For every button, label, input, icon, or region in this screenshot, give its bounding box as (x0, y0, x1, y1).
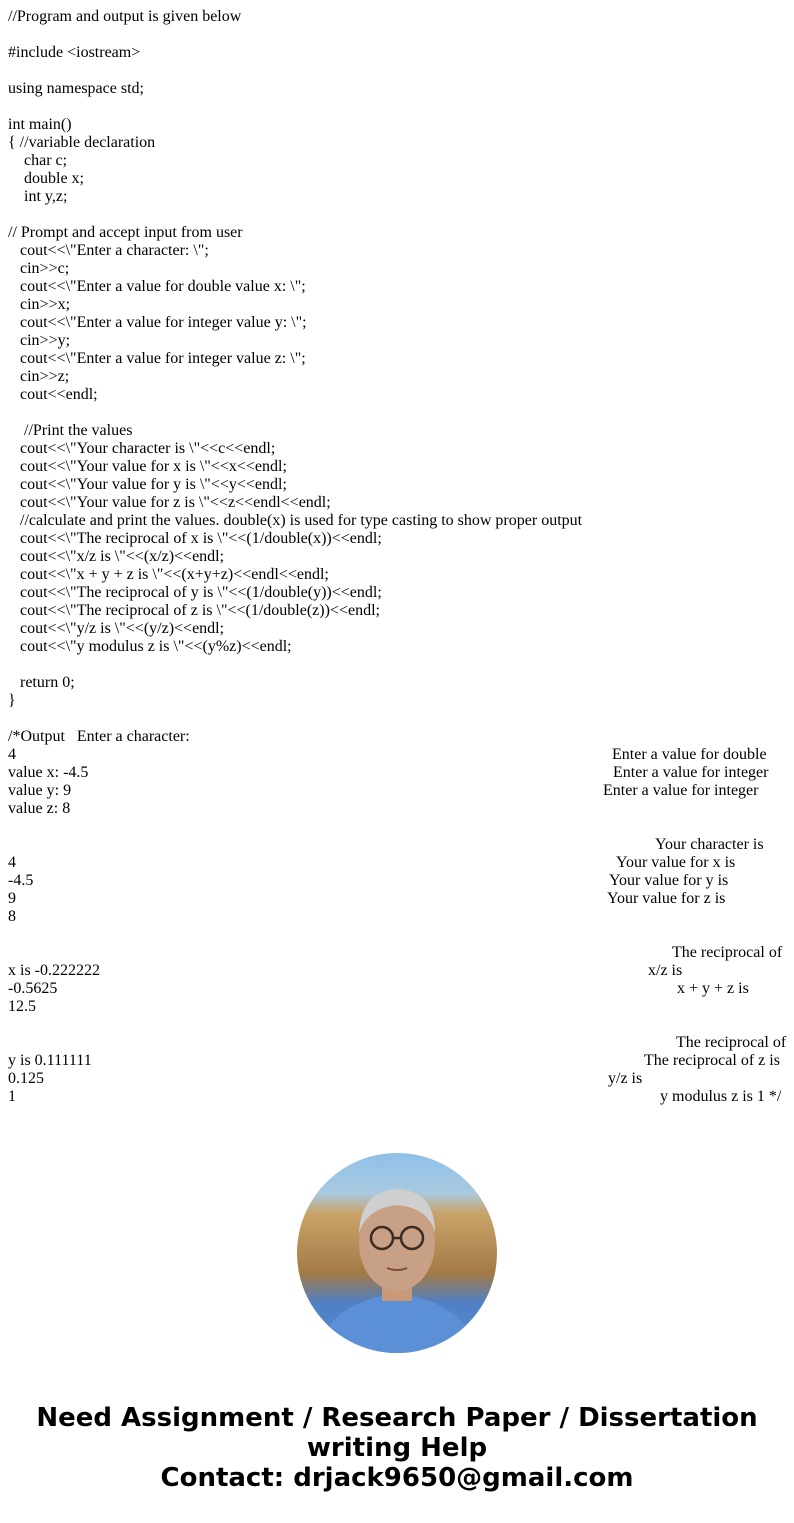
code-line (8, 98, 794, 116)
code-line (8, 710, 794, 728)
code-line: } (8, 692, 16, 709)
output-left-text: value y: 9 (8, 782, 72, 799)
output-right-text: x/z is (648, 962, 683, 979)
code-line: int main() (8, 116, 72, 133)
output-right-text: Enter a value for double (612, 746, 767, 763)
output-row (8, 818, 794, 836)
output-right-text: Your value for x is (616, 854, 736, 871)
output-left-text: 9 (8, 890, 16, 907)
code-line: cin>>x; (8, 296, 71, 313)
output-left-text: -0.5625 (8, 980, 58, 997)
output-row (8, 1016, 794, 1034)
output-right-text: Your value for y is (609, 872, 729, 889)
code-line: cout<<\"Your character is \"<<c<<endl; (8, 440, 276, 457)
code-line: cin>>y; (8, 332, 71, 349)
code-line: // Prompt and accept input from user (8, 224, 243, 241)
output-left-text: 8 (8, 908, 16, 925)
code-line: int y,z; (8, 188, 68, 205)
code-line: cout<<\"The reciprocal of z is \"<<(1/double(z))<<endl; (8, 602, 380, 619)
output-left-text: 4 (8, 854, 16, 871)
code-line: { //variable declaration (8, 134, 156, 151)
code-line: //Print the values (8, 422, 133, 439)
output-row (8, 728, 794, 746)
code-line: double x; (8, 170, 84, 187)
output-left-text: -4.5 (8, 872, 34, 889)
output-row (8, 782, 794, 800)
code-line: cout<<\"Enter a value for integer value z: \"; (8, 350, 306, 367)
code-line: cout<<\"Your value for y is \"<<y<<endl; (8, 476, 287, 493)
output-right-text: x + y + z is (677, 980, 749, 997)
code-line: cout<<\"y modulus z is \"<<(y%z)<<endl; (8, 638, 292, 655)
output-right-text: Your character is (655, 836, 764, 853)
output-right-text: The reciprocal of (672, 944, 783, 961)
output-row (8, 800, 794, 818)
code-line: return 0; (8, 674, 75, 691)
output-left-text: value z: 8 (8, 800, 71, 817)
code-line: using namespace std; (8, 80, 144, 97)
code-line: //calculate and print the values. double(x) is used for type casting to show proper output (8, 512, 583, 529)
output-right-text: The reciprocal of z is (644, 1052, 780, 1069)
output-row (8, 1034, 794, 1052)
author-avatar (297, 1153, 497, 1353)
output-row (8, 962, 794, 980)
code-line: cout<<\"The reciprocal of x is \"<<(1/double(x))<<endl; (8, 530, 382, 547)
output-row (8, 1070, 794, 1088)
output-left-text: 12.5 (8, 998, 36, 1015)
program-code (8, 8, 794, 728)
code-line: cin>>c; (8, 260, 70, 277)
output-row (8, 980, 794, 998)
output-left-text: y is 0.111111 (8, 1052, 92, 1069)
output-left-text: 4 (8, 746, 16, 763)
output-row (8, 944, 794, 962)
output-row (8, 908, 794, 926)
code-line: char c; (8, 152, 68, 169)
banner-contact-line: Contact: drjack9650@gmail.com (160, 1463, 634, 1493)
output-left-text: /*Output Enter a character: (8, 728, 190, 745)
code-line (8, 26, 794, 44)
output-right-text: y modulus z is 1 */ (660, 1088, 782, 1105)
code-line: #include <iostream> (8, 44, 141, 61)
code-line (8, 404, 794, 422)
code-line (8, 62, 794, 80)
output-row (8, 872, 794, 890)
person-photo-icon (297, 1153, 497, 1353)
code-line: cout<<\"x/z is \"<<(x/z)<<endl; (8, 548, 225, 565)
output-row (8, 998, 794, 1016)
code-line: cout<<\"Enter a character: \"; (8, 242, 209, 259)
output-row (8, 836, 794, 854)
output-row (8, 764, 794, 782)
output-row (8, 854, 794, 872)
code-line: cout<<\"x + y + z is \"<<(x+y+z)<<endl<<endl; (8, 566, 329, 583)
output-left-text: 1 (8, 1088, 16, 1105)
output-left-text: 0.125 (8, 1070, 44, 1087)
output-left-text: value x: -4.5 (8, 764, 89, 781)
code-line (8, 656, 794, 674)
code-line (8, 206, 794, 224)
program-output (8, 728, 794, 1106)
output-row (8, 746, 794, 764)
output-row (8, 1088, 794, 1106)
code-line: cout<<\"The reciprocal of y is \"<<(1/double(y))<<endl; (8, 584, 382, 601)
output-right-text: Enter a value for integer (613, 764, 769, 781)
output-row (8, 926, 794, 944)
code-line: //Program and output is given below (8, 8, 242, 25)
output-left-text: x is -0.222222 (8, 962, 100, 979)
output-right-text: The reciprocal of (676, 1034, 787, 1051)
code-line: cout<<\"Enter a value for double value x: \"; (8, 278, 306, 295)
banner-line-2: writing Help (306, 1433, 488, 1463)
output-right-text: y/z is (608, 1070, 643, 1087)
code-line: cout<<\"Your value for z is \"<<z<<endl<<endl; (8, 494, 331, 511)
contact-banner (0, 1403, 794, 1493)
banner-line-1: Need Assignment / Research Paper / Dissertation (36, 1403, 758, 1433)
code-line: cout<<endl; (8, 386, 98, 403)
code-line: cout<<\"Your value for x is \"<<x<<endl; (8, 458, 287, 475)
code-line: cout<<\"y/z is \"<<(y/z)<<endl; (8, 620, 225, 637)
output-row (8, 1052, 794, 1070)
code-line: cout<<\"Enter a value for integer value y: \"; (8, 314, 307, 331)
output-row (8, 890, 794, 908)
output-right-text: Enter a value for integer (603, 782, 759, 799)
code-line: cin>>z; (8, 368, 70, 385)
document-body (8, 8, 794, 1106)
output-right-text: Your value for z is (607, 890, 726, 907)
